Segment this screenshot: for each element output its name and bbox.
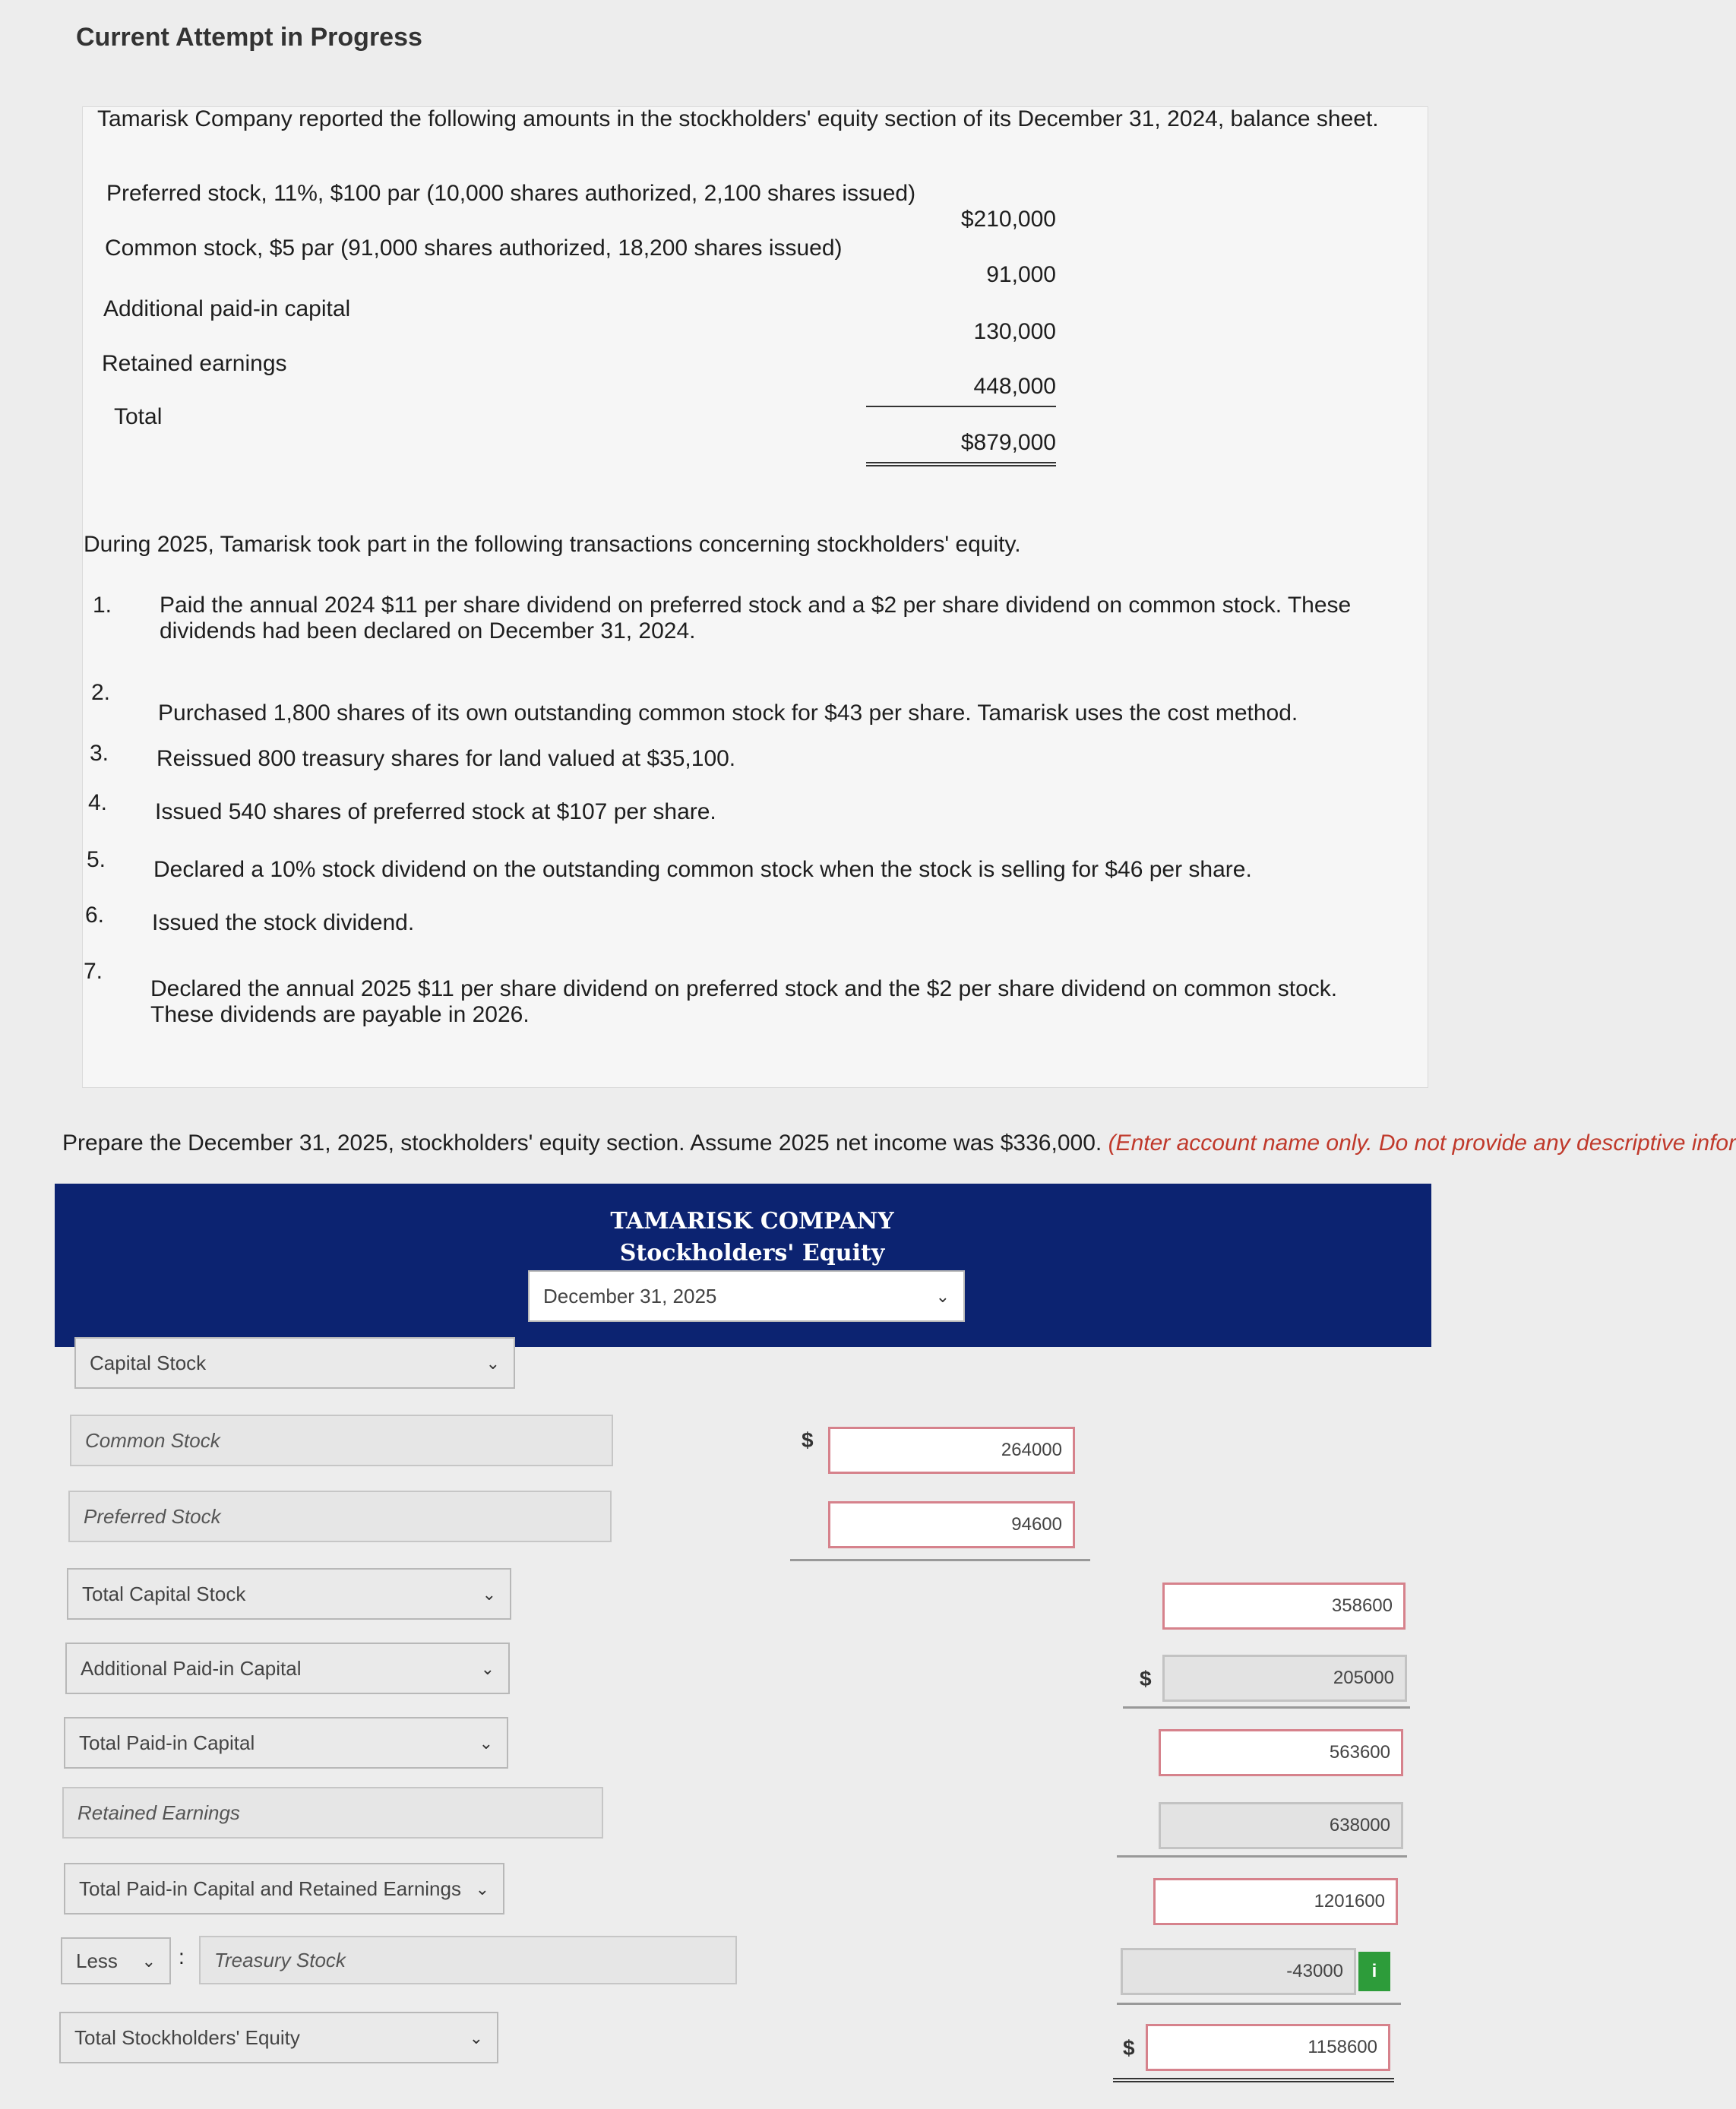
subtotal-rule bbox=[790, 1559, 1090, 1561]
transaction-number: 1. bbox=[93, 593, 112, 618]
chevron-down-icon: ⌄ bbox=[475, 1880, 489, 1899]
total-double-rule bbox=[1113, 2078, 1394, 2082]
equity-value-common: 91,000 bbox=[986, 262, 1056, 287]
apic-amount-input[interactable]: 205000 bbox=[1162, 1655, 1407, 1702]
equity-label-preferred: Preferred stock, 11%, $100 par (10,000 shares authorized, 2,100 shares issued) bbox=[106, 181, 916, 206]
retained-earnings-label: Retained Earnings bbox=[77, 1801, 240, 1824]
equity-label-retained: Retained earnings bbox=[102, 351, 287, 376]
retained-earnings-field[interactable] bbox=[62, 1787, 603, 1839]
transaction-number: 4. bbox=[88, 790, 108, 815]
equity-label-common: Common stock, $5 par (91,000 shares authorized, 18,200 shares issued) bbox=[105, 236, 843, 261]
transaction-text: Issued 540 shares of preferred stock at $107 per share. bbox=[155, 799, 716, 824]
total-pic-re-select[interactable] bbox=[64, 1863, 504, 1915]
chevron-down-icon: ⌄ bbox=[480, 1659, 495, 1678]
equity-value-total: $879,000 bbox=[866, 430, 1056, 466]
equity-label-total: Total bbox=[114, 404, 163, 429]
chevron-down-icon: ⌄ bbox=[935, 1287, 950, 1306]
retained-earnings-amount-input[interactable]: 638000 bbox=[1159, 1802, 1403, 1849]
transaction-text: Purchased 1,800 shares of its own outstanding common stock for $43 per share. Tamarisk uses the cost method. bbox=[158, 700, 1298, 726]
total-paid-in-select[interactable] bbox=[64, 1717, 508, 1769]
apic-label: Additional Paid-in Capital bbox=[81, 1656, 302, 1680]
total-se-select[interactable] bbox=[59, 2012, 498, 2063]
apic-select[interactable] bbox=[65, 1643, 510, 1694]
total-se-amount-input[interactable]: 1158600 bbox=[1146, 2024, 1390, 2071]
instructions-main: Prepare the December 31, 2025, stockholders' equity section. Assume 2025 net income was $336,000. bbox=[62, 1130, 1102, 1156]
transaction-text: Paid the annual 2024 $11 per share dividend on preferred stock and a $2 per share dividend on common stock. These dividends had been declared on December 31, 2024. bbox=[160, 593, 1352, 643]
transaction-number: 2. bbox=[91, 680, 111, 705]
company-name: TAMARISK COMPANY bbox=[610, 1208, 894, 1235]
statement-title: Stockholders' Equity bbox=[619, 1240, 885, 1266]
instructions-note: (Enter account name only. Do not provide any descriptive infor bbox=[1108, 1130, 1736, 1156]
transaction-text: Declared a 10% stock dividend on the outstanding common stock when the stock is selling for $46 per share. bbox=[153, 857, 1252, 882]
total-pic-re-amount-input[interactable]: 1201600 bbox=[1153, 1878, 1398, 1925]
transaction-text: Declared the annual 2025 $11 per share dividend on preferred stock and the $2 per share dividend on common stock. These dividends are payable in 2026. bbox=[150, 976, 1338, 1027]
transaction-number: 6. bbox=[85, 903, 105, 928]
subtotal-rule bbox=[1123, 1706, 1410, 1709]
colon-separator: : bbox=[179, 1945, 185, 1968]
equity-value-preferred: $210,000 bbox=[960, 207, 1056, 232]
chevron-down-icon: ⌄ bbox=[479, 1734, 493, 1753]
instructions bbox=[62, 1130, 1736, 1156]
subtotal-rule bbox=[1117, 2003, 1401, 2005]
preferred-stock-label: Preferred Stock bbox=[84, 1504, 221, 1528]
total-paid-in-amount-input[interactable]: 563600 bbox=[1159, 1729, 1403, 1776]
transaction-number: 5. bbox=[87, 847, 106, 872]
capital-stock-label: Capital Stock bbox=[90, 1351, 207, 1374]
dollar-sign: $ bbox=[802, 1428, 814, 1452]
info-check-icon[interactable]: i bbox=[1358, 1952, 1390, 1991]
equity-value-retained: 448,000 bbox=[866, 374, 1056, 407]
total-paid-in-label: Total Paid-in Capital bbox=[79, 1731, 255, 1754]
preferred-stock-field[interactable] bbox=[68, 1491, 612, 1542]
transaction-text: Reissued 800 treasury shares for land valued at $35,100. bbox=[157, 746, 736, 771]
chevron-down-icon: ⌄ bbox=[482, 1585, 496, 1604]
dollar-sign: $ bbox=[1140, 1667, 1152, 1690]
dollar-sign: $ bbox=[1123, 2036, 1135, 2060]
total-pic-re-label: Total Paid-in Capital and Retained Earnings bbox=[79, 1877, 461, 1900]
preferred-stock-amount-input[interactable]: 94600 bbox=[828, 1501, 1075, 1548]
equity-value-apic: 130,000 bbox=[973, 319, 1056, 344]
chevron-down-icon: ⌄ bbox=[469, 2028, 483, 2047]
common-stock-field[interactable] bbox=[70, 1415, 613, 1466]
total-capital-stock-select[interactable] bbox=[67, 1568, 511, 1620]
treasury-stock-label: Treasury Stock bbox=[214, 1948, 346, 1971]
equity-label-apic: Additional paid-in capital bbox=[103, 296, 351, 321]
total-capital-stock-label: Total Capital Stock bbox=[82, 1582, 246, 1605]
transaction-number: 7. bbox=[84, 959, 103, 984]
subtotal-rule bbox=[1117, 1855, 1407, 1858]
total-se-label: Total Stockholders' Equity bbox=[74, 2025, 300, 2049]
treasury-stock-field[interactable] bbox=[199, 1936, 737, 1984]
common-stock-label: Common Stock bbox=[85, 1428, 220, 1452]
less-label: Less bbox=[76, 1949, 118, 1972]
attempt-status-title: Current Attempt in Progress bbox=[76, 23, 422, 52]
transaction-text: Issued the stock dividend. bbox=[152, 910, 415, 935]
problem-intro: Tamarisk Company reported the following amounts in the stockholders' equity section of its December 31, 2024, balance sheet. bbox=[97, 106, 1379, 131]
date-select[interactable] bbox=[528, 1270, 965, 1322]
date-select-value: December 31, 2025 bbox=[543, 1284, 717, 1307]
less-select[interactable] bbox=[61, 1937, 171, 1984]
transactions-intro: During 2025, Tamarisk took part in the following transactions concerning stockholders' equity. bbox=[84, 532, 1021, 557]
treasury-stock-amount-input[interactable]: -43000 bbox=[1121, 1948, 1356, 1995]
chevron-down-icon: ⌄ bbox=[141, 1952, 156, 1971]
total-capital-stock-amount-input[interactable]: 358600 bbox=[1162, 1583, 1406, 1630]
common-stock-amount-input[interactable]: 264000 bbox=[828, 1427, 1075, 1474]
chevron-down-icon: ⌄ bbox=[485, 1354, 500, 1373]
transaction-number: 3. bbox=[90, 741, 109, 766]
capital-stock-select[interactable] bbox=[74, 1337, 515, 1389]
